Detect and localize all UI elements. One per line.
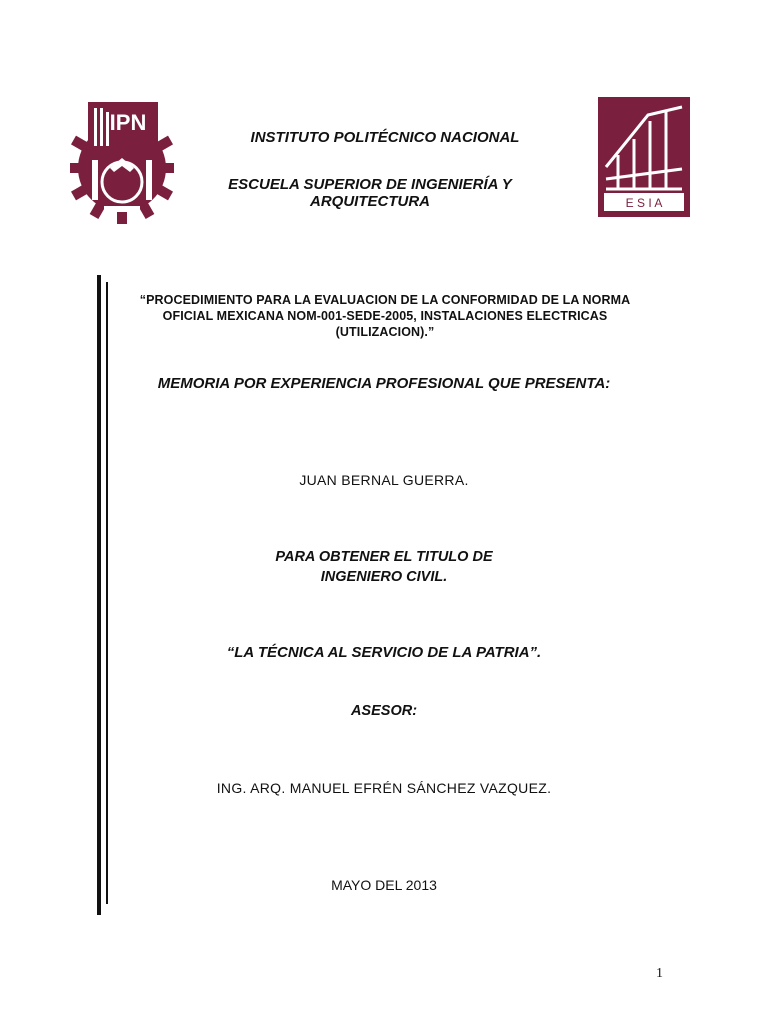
motto: “LA TÉCNICA AL SERVICIO DE LA PATRIA”. <box>226 644 542 661</box>
date: MAYO DEL 2013 <box>331 877 437 893</box>
memoria-heading: MEMORIA POR EXPERIENCIA PROFESIONAL QUE PRESENTA: <box>157 375 611 392</box>
institution-name: INSTITUTO POLITÉCNICO NACIONAL <box>250 129 520 146</box>
thesis-title-line-3: (UTILIZACION).” <box>335 325 435 339</box>
school-name: ESCUELA SUPERIOR DE INGENIERÍA Y ARQUITECTURA <box>228 176 512 210</box>
thesis-title-line-2: OFICIAL MEXICANA NOM-001-SEDE-2005, INSTALACIONES ELECTRICAS <box>162 309 608 323</box>
left-rule-thin <box>106 282 108 904</box>
advisor-name: ING. ARQ. MANUEL EFRÉN SÁNCHEZ VAZQUEZ. <box>216 780 552 796</box>
esia-logo <box>598 97 690 217</box>
page-number: 1 <box>656 966 663 981</box>
author-name: JUAN BERNAL GUERRA. <box>299 472 469 488</box>
left-rule-thick <box>97 275 101 915</box>
degree-line-1: PARA OBTENER EL TITULO DE <box>275 549 493 565</box>
degree-line-2: INGENIERO CIVIL. <box>320 569 448 585</box>
svg-text:E S I A: E S I A <box>625 196 663 210</box>
advisor-label: ASESOR: <box>350 703 418 719</box>
thesis-title <box>112 292 658 340</box>
degree-statement <box>110 547 658 587</box>
thesis-title-line-1: “PROCEDIMIENTO PARA LA EVALUACION DE LA CONFORMIDAD DE LA NORMA <box>139 293 631 307</box>
ipn-logo <box>70 98 174 234</box>
svg-text:IPN: IPN <box>109 110 147 135</box>
